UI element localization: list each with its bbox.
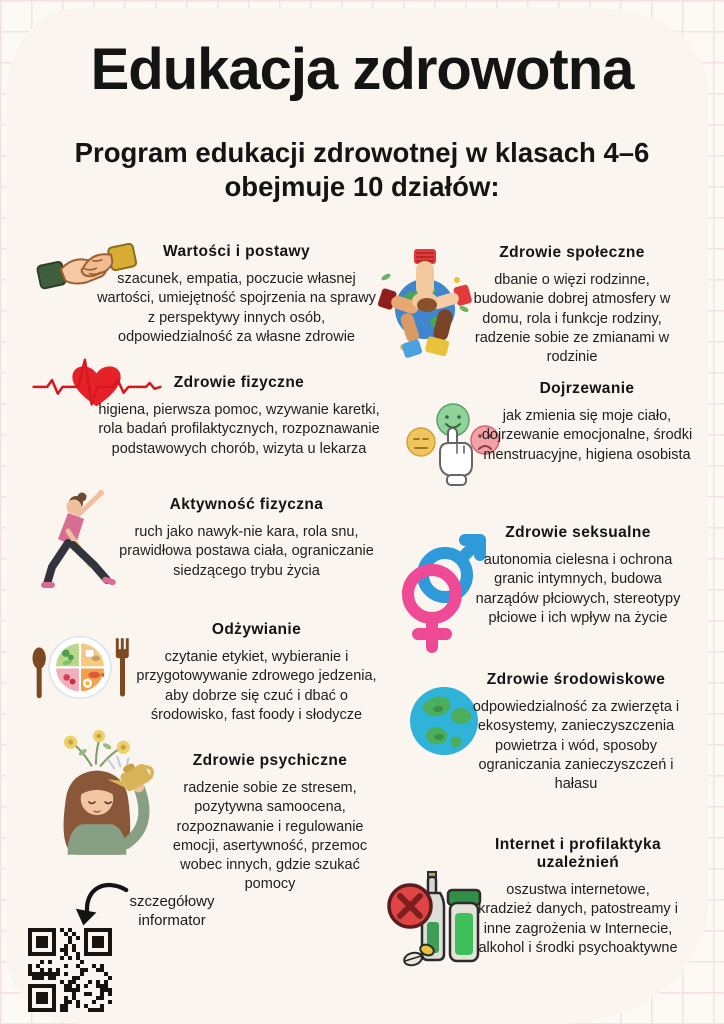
self-care-icon xyxy=(33,730,165,877)
section-title: Zdrowie środowiskowe xyxy=(486,671,666,688)
no-substances-icon xyxy=(384,862,484,974)
section-zdrowie-psychiczne xyxy=(158,752,382,895)
section-title: Dojrzewanie xyxy=(539,380,635,397)
section-body: odpowiedzialność za zwierzęta i ekosystemy, zanieczyszczenia powietrza i wód, sposoby ograniczania zanieczyszczeń i hałasu xyxy=(472,699,680,793)
section-internet-profilaktyka xyxy=(478,836,678,958)
section-title: Zdrowie seksualne xyxy=(505,524,651,541)
section-title: Zdrowie psychiczne xyxy=(192,752,348,769)
section-body: czytanie etykiet, wybieranie i przygotowywanie zdrowego jedzenia, aby dobrze się czuć i dbać o środowisko, fast foody i słodycze xyxy=(136,649,377,723)
section-body: dbanie o więzi rodzinne, budowanie dobrej atmosfery w domu, rola i funkcje rodziny, radzenie sobie ze zmianami w rodzinie xyxy=(473,272,671,366)
page-title: Edukacja zdrowotna xyxy=(90,37,634,102)
section-title: Zdrowie fizyczne xyxy=(173,374,305,391)
section-zdrowie-srodowiskowe xyxy=(470,671,682,794)
subtitle-line-1: Program edukacji zdrowotnej w klasach 4–6 xyxy=(74,137,650,168)
section-title: Zdrowie społeczne xyxy=(499,244,645,261)
qr-code xyxy=(28,927,112,1013)
section-body: szacunek, empatia, poczucie własnej wartości, umiejętność spojrzenia na sprawy z perspektywy innych osób, odpowiedzialność za własne zdrowie xyxy=(97,271,376,345)
section-zdrowie-fizyczne xyxy=(98,374,380,459)
subtitle-line-2: obejmuje 10 działów: xyxy=(224,171,500,203)
stretching-person-icon xyxy=(38,487,118,592)
section-body: oszustwa internetowe, kradzież danych, patostreamy i inne zagrożenia w Internecie, alkohol i środki psychoaktywne xyxy=(478,882,678,956)
section-body: ruch jako nawyk-nie kara, rola snu, prawidłowa postawa ciała, ograniczanie siedzącego trybu życia xyxy=(119,524,374,579)
section-body: jak zmienia się moje ciało, dojrzewanie emocjonalne, środki menstruacyjne, higiena osobista xyxy=(481,408,693,463)
food-plate-icon xyxy=(30,627,130,707)
section-body: higiena, pierwsza pomoc, wzywanie karetki, rola badań profilaktycznych, rozpoznawanie podstawowych chorób, wizyta u lekarza xyxy=(98,402,380,457)
qr-note: szczegółowy informator xyxy=(129,893,215,929)
section-zdrowie-seksualne xyxy=(466,524,690,628)
section-aktywnosc-fizyczna xyxy=(118,496,375,581)
section-title: Internet i profilaktyka uzależnień xyxy=(495,836,661,871)
section-dojrzewanie xyxy=(478,380,696,465)
section-body: autonomia cielesna i ochrona granic intymnych, budowa narządów płciowych, stereotypy płciowe i ich wpływ na życie xyxy=(475,552,681,626)
section-odzywianie xyxy=(133,621,380,725)
section-body: radzenie sobie ze stresem, pozytywna samoocena, rozpoznawanie i regulowanie emocji, asertywność, przemoc wobec innych, gdzie szukać pomocy xyxy=(172,780,368,893)
page-subtitle xyxy=(12,136,712,205)
section-wartosci-i-postawy xyxy=(93,243,380,347)
section-title: Aktywność fizyczna xyxy=(169,496,324,513)
section-title: Odżywianie xyxy=(211,621,302,638)
section-zdrowie-spoleczne xyxy=(458,244,686,367)
section-title: Wartości i postawy xyxy=(162,243,311,260)
